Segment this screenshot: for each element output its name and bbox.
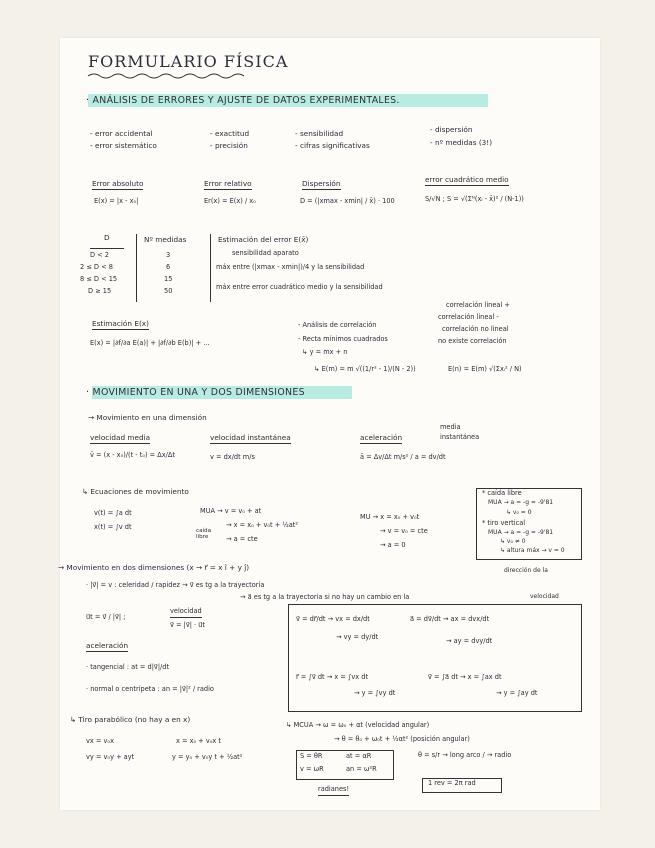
- ecm-title: error cuadrático medio: [425, 176, 509, 186]
- table-row-e: máx entre error cuadrático medio y la sensibilidad: [216, 283, 383, 291]
- table-row-e: máx entre (|xmax - xmin|)/4 y la sensibilidad: [216, 263, 365, 271]
- box2a-line: → vy = dy/dt: [336, 633, 379, 641]
- mcua-line: ↳ MCUA → ω = ω₀ + αt (velocidad angular): [286, 721, 430, 729]
- line-equation: ↳ y = mx + n: [302, 348, 348, 356]
- table-row-d: D ≥ 15: [88, 287, 112, 295]
- mu-line: MU → x = x₀ + v₀t: [360, 513, 420, 521]
- accel-formula: ā = Δv/Δt m/s² / a = dv/dt: [360, 453, 446, 461]
- abs-error-formula: E(x) = |x - x₀|: [94, 197, 139, 205]
- box2a-line: → ay = dvy/dt: [446, 637, 493, 645]
- box2b-line: v⃗ = ∫a⃗ dt → x = ∫ax dt: [428, 673, 502, 681]
- rev-formula: 1 rev = 2π rad: [428, 779, 476, 787]
- term-2: - error sistemático: [90, 141, 157, 150]
- box1-line: * tiro vertical: [482, 519, 526, 527]
- inst-velocity-formula: v = dx/dt m/s: [210, 453, 255, 461]
- velocity-vector: v⃗ = |v⃗| · u⃗t: [170, 621, 206, 629]
- unit-tangent: u⃗t = v⃗ / |v⃗| ;: [86, 613, 126, 621]
- corr-option: no existe correlación: [438, 337, 507, 345]
- term-5: - sensibilidad: [295, 129, 344, 138]
- avg-velocity-title: velocidad media: [90, 434, 150, 444]
- box2a-line: v⃗ = dr⃗/dt → vx = dx/dt: [296, 615, 370, 623]
- one-d-title: → Movimiento en una dimensión: [88, 413, 207, 422]
- mcua-line-2: → θ = θ₀ + ω₀t + ½αt² (posición angular): [334, 735, 470, 743]
- box2b-line: r⃗ = ∫v⃗ dt → x = ∫vx dt: [296, 673, 369, 681]
- box1-line: ↳ v₀ = 0: [506, 509, 532, 516]
- section1-heading: · ANÁLISIS DE ERRORES Y AJUSTE DE DATOS EXPERIMENTALES.: [86, 95, 400, 106]
- rel-error-title: Error relativo: [204, 180, 252, 190]
- estimation-formula: E(x) = |∂f/∂a E(a)| + |∂f/∂b E(b)| + ...: [90, 339, 210, 347]
- trajectory-note-2b: dirección de la: [504, 567, 548, 574]
- table-row-d: D < 2: [90, 251, 109, 259]
- box2a-line: a⃗ = dv⃗/dt → ax = dvx/dt: [410, 615, 490, 623]
- term-1: - error accidental: [90, 129, 153, 138]
- term-3: - exactitud: [210, 129, 250, 138]
- projectile-eq: vy = v₀y + ayt: [86, 753, 135, 761]
- mua-line: → a = cte: [226, 535, 258, 543]
- corr-option: correlación lineal +: [446, 301, 510, 309]
- box1-line: ↳ altura máx → v = 0: [500, 547, 565, 554]
- box1-line: MUA → a = -g = -9'81: [488, 529, 554, 536]
- term-6: - cifras significativas: [295, 141, 370, 150]
- mu-line: → a = 0: [380, 541, 406, 549]
- free-fall-label: caída libre: [196, 528, 212, 541]
- error-n-formula: E(n) = E(m) √(Σxᵢ² / N): [448, 365, 522, 373]
- vt-formula: v(t) = ∫a dt: [94, 509, 132, 517]
- table-row-n: 50: [164, 287, 173, 295]
- term-7: - dispersión: [430, 125, 473, 134]
- dispersion-formula: D = (|xmax - xmin| / x̄) · 100: [300, 197, 395, 205]
- table-row-d: 2 ≤ D < 8: [80, 263, 113, 271]
- box3-line: at = αR: [346, 752, 372, 760]
- trajectory-note-2: → a⃗ es tg a la trayectoria si no hay un cambio en la: [240, 593, 410, 601]
- error-m-formula: ↳ E(m) = m √((1/r² - 1)/(N - 2)): [314, 365, 416, 373]
- accel-option: media: [440, 423, 461, 431]
- table-row-n: 3: [166, 251, 171, 259]
- table-header-d: D: [104, 233, 110, 242]
- least-squares: - Recta mínimos cuadrados: [298, 335, 388, 343]
- box1-line: ↳ v₀ ≠ 0: [500, 538, 526, 545]
- correlation-analysis: - Análisis de correlación: [298, 321, 377, 329]
- table-row-e: sensibilidad aparato: [232, 249, 299, 257]
- projectile-eq: y = y₀ + v₀y t + ½at²: [172, 753, 243, 761]
- box2b-line: → y = ∫ay dt: [496, 689, 538, 697]
- two-d-title: → Movimiento en dos dimensiones (x → r⃗ = x î + y ĵ): [58, 563, 250, 572]
- box1-line: * caída libre: [482, 489, 522, 497]
- mua-line: → x = x₀ + v₀t + ½at²: [226, 521, 299, 529]
- inst-velocity-title: velocidad instantánea: [210, 434, 291, 444]
- normal-accel: · normal o centrípeta : an = |v⃗|² / radio: [86, 685, 214, 693]
- box1-line: MUA → a = -g = -9'81: [488, 499, 554, 506]
- velocity-label: velocidad: [170, 608, 202, 618]
- box3-line: v = ωR: [300, 765, 324, 773]
- section2-heading: · MOVIMIENTO EN UNA Y DOS DIMENSIONES: [86, 387, 305, 398]
- motion-equations-title: ↳ Ecuaciones de movimiento: [82, 487, 189, 496]
- projectile-eq: vx = v₀x: [86, 737, 114, 745]
- mu-line: → v = v₀ = cte: [380, 527, 428, 535]
- table-row-d: 8 ≤ D < 15: [80, 275, 118, 283]
- mua-line: MUA → v = v₀ + at: [200, 507, 262, 515]
- table-row-n: 15: [164, 275, 173, 283]
- table-header-n: Nº medidas: [144, 235, 187, 244]
- acceleration-2d-title: aceleración: [86, 642, 128, 652]
- acceleration-title: aceleración: [360, 434, 402, 444]
- box2b-line: → y = ∫vy dt: [354, 689, 396, 697]
- term-4: - precisión: [210, 141, 248, 150]
- page-title: FORMULARIO FÍSICA: [88, 52, 289, 71]
- trajectory-note-2c: velocidad: [530, 593, 559, 600]
- corr-option: correlación no lineal: [442, 325, 509, 333]
- dispersion-title: Dispersión: [302, 180, 341, 190]
- tangential-accel: · tangencial : at = d|v⃗|/dt: [86, 663, 170, 671]
- trajectory-note-1: · |v⃗| = v : celeridad / rapidez → v⃗ es tg a la trayectoria: [86, 581, 265, 589]
- notebook-page: [60, 38, 600, 810]
- radians-note: radianes!: [318, 786, 349, 796]
- abs-error-title: Error absoluto: [92, 180, 143, 190]
- estimation-title: Estimación E(x): [92, 320, 149, 330]
- table-header-e: Estimación del error E(x̄): [218, 235, 309, 244]
- theta-formula: θ = s/r → long arco / → radio: [418, 751, 512, 759]
- xt-formula: x(t) = ∫v dt: [94, 523, 132, 531]
- corr-option: correlación lineal -: [438, 313, 499, 321]
- box3-line: S = θR: [300, 752, 323, 760]
- projectile-eq: x = x₀ + v₀x t: [176, 737, 222, 745]
- title-underline: [86, 72, 246, 80]
- ecm-formula: S/√N ; S = √(Σᴺ(xᵢ - x̄)² / (N-1)): [425, 195, 524, 203]
- accel-option: instantánea: [440, 433, 480, 441]
- rel-error-formula: Er(x) = E(x) / x₀: [204, 197, 256, 205]
- table-row-n: 6: [166, 263, 171, 271]
- avg-velocity-formula: v̄ = (x - x₀)/(t - t₀) = Δx/Δt: [90, 451, 175, 459]
- term-8: - nº medidas (3!): [430, 138, 493, 147]
- projectile-title: ↳ Tiro parabólico (no hay a en x): [70, 715, 191, 724]
- box3-line: an = ω²R: [346, 765, 377, 773]
